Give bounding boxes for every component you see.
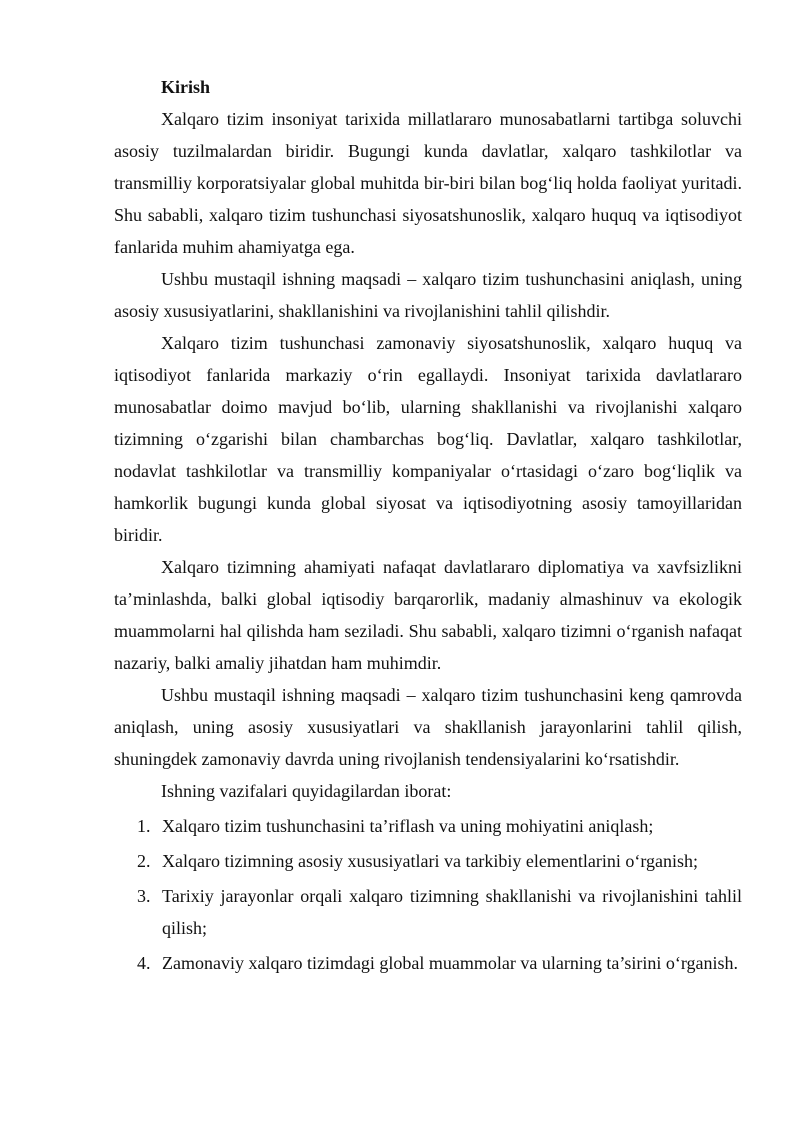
list-item-text: Xalqaro tizim tushunchasini ta’riflash va uning mohiyatini aniqlash; bbox=[162, 816, 654, 836]
tasks-list bbox=[114, 810, 742, 979]
document-body bbox=[114, 72, 742, 982]
paragraph: Ushbu mustaqil ishning maqsadi – xalqaro tizim tushunchasini keng qamrovda aniqlash, uning asosiy xususiyatlari va shakllanish jarayonlarini tahlil qilish, shuningdek zamonaviy davrda uning rivojlanish tendensiyalarini ko‘rsatishdir. bbox=[114, 685, 742, 769]
list-item bbox=[114, 810, 742, 842]
list-item bbox=[114, 880, 742, 944]
paragraph: Ushbu mustaqil ishning maqsadi – xalqaro tizim tushunchasini aniqlash, uning asosiy xususiyatlarini, shakllanishini va rivojlanishini tahlil qilishdir. bbox=[114, 269, 742, 321]
list-item-text: Tarixiy jarayonlar orqali xalqaro tizimning shakllanishi va rivojlanishini tahlil qilish; bbox=[162, 886, 742, 938]
list-number: 2. bbox=[137, 851, 151, 871]
paragraph: Xalqaro tizimning ahamiyati nafaqat davlatlararo diplomatiya va xavfsizlikni ta’minlashda, balki global iqtisodiy barqarorlik, madaniy almashinuv va ekologik muammolarni hal qilishda ham seziladi. Shu sababli, xalqaro tizimni o‘rganish nafaqat nazariy, balki amaliy jihatdan ham muhimdir. bbox=[114, 557, 742, 673]
section-heading: Kirish bbox=[161, 77, 211, 97]
paragraph: Xalqaro tizim insoniyat tarixida millatlararo munosabatlarni tartibga soluvchi asosiy tuzilmalardan biridir. Bugungi kunda davlatlar, xalqaro tashkilotlar va transmilliy korporatsiyalar global muhitda bir-biri bilan bog‘liq holda faoliyat yuritadi. Shu sababli, xalqaro tizim tushunchasi siyosatshunoslik, xalqaro huquq va iqtisodiyot fanlarida muhim ahamiyatga ega. bbox=[114, 109, 742, 257]
list-number: 1. bbox=[137, 816, 151, 836]
list-item-text: Zamonaviy xalqaro tizimdagi global muammolar va ularning ta’sirini o‘rganish. bbox=[162, 953, 739, 973]
list-item bbox=[114, 947, 742, 979]
tasks-intro: Ishning vazifalari quyidagilardan iborat: bbox=[161, 781, 452, 801]
list-item-text: Xalqaro tizimning asosiy xususiyatlari va tarkibiy elementlarini o‘rganish; bbox=[162, 851, 699, 871]
paragraph: Xalqaro tizim tushunchasi zamonaviy siyosatshunoslik, xalqaro huquq va iqtisodiyot fanlarida markaziy o‘rin egallaydi. Insoniyat tarixida davlatlararo munosabatlar doimo mavjud bo‘lib, ularning shakllanishi va rivojlanishi xalqaro tizimning o‘zgarishi bilan chambarchas bog‘liq. Davlatlar, xalqaro tashkilotlar, nodavlat tashkilotlar va transmilliy kompaniyalar o‘rtasidagi o‘zaro bog‘liqlik va hamkorlik bugungi kunda global siyosat va iqtisodiyotning asosiy tamoyillaridan biridir. bbox=[114, 333, 742, 545]
list-item bbox=[114, 845, 742, 877]
list-number: 4. bbox=[137, 953, 151, 973]
list-number: 3. bbox=[137, 886, 151, 906]
